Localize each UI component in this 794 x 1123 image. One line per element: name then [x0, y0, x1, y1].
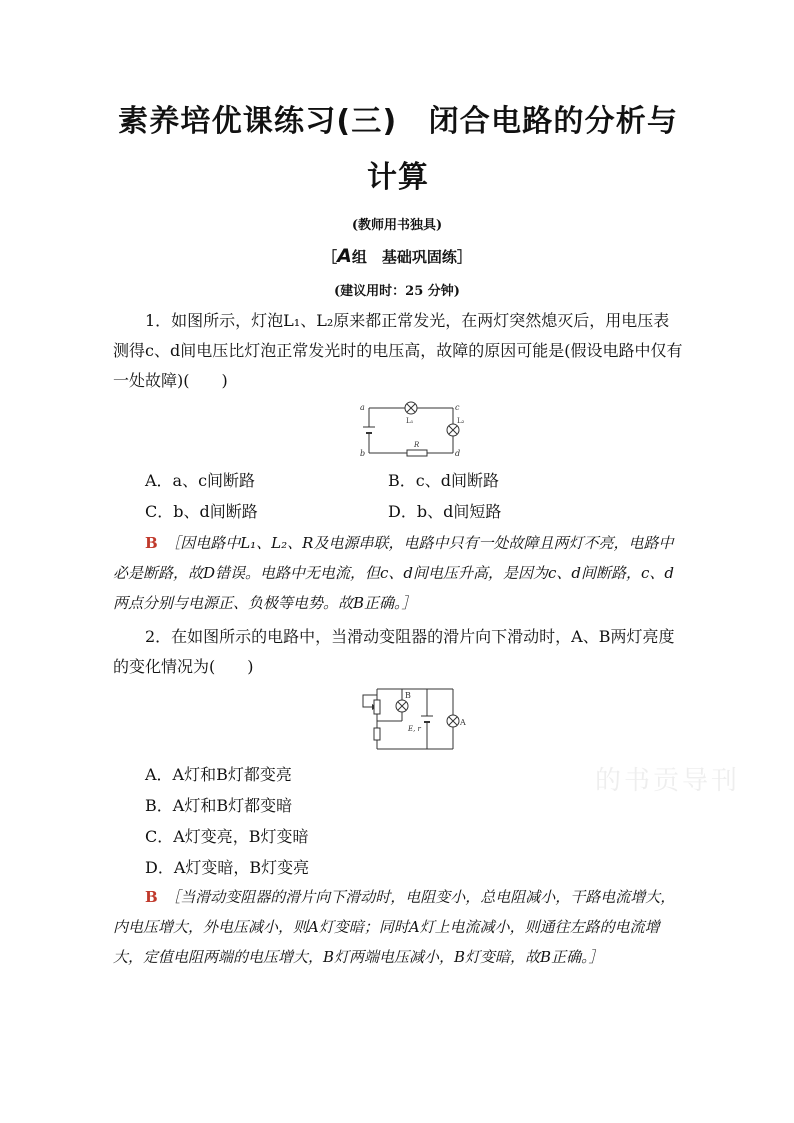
- time-note: (建议用时：25 分钟): [334, 284, 460, 299]
- q1-option-a: A．a、c间断路: [145, 471, 256, 490]
- page-title: 素养培优课练习(三) 闭合电路的分析与计算: [118, 104, 678, 195]
- q1-label-r: R: [414, 441, 420, 449]
- q1-battery: [363, 427, 375, 433]
- q2-circuit-diagram: [355, 685, 475, 753]
- q2-answer: [113, 882, 685, 972]
- q1-circuit-diagram: [355, 400, 475, 462]
- q2-answer-letter: B: [145, 888, 158, 906]
- q2-fixed-resistor: [374, 728, 380, 740]
- q1-label-l2: L₂: [457, 417, 465, 425]
- q1-lamp-l1: [405, 402, 417, 414]
- q1-stem: 1．如图所示，灯泡L₁、L₂原来都正常发光，在两灯突然熄灭后，用电压表测得c、d间电压比灯泡正常发光时的电压高，故障的原因可能是(假设电路中仅有一处故障)( ): [113, 311, 683, 390]
- q1-resistor: [407, 450, 427, 456]
- q1-label-b: b: [360, 449, 366, 458]
- group-bracket-close: ］: [456, 248, 472, 266]
- q1-label-l1: L₁: [406, 417, 414, 425]
- q2-label-er: E, r: [408, 725, 421, 733]
- q2-label-b: B: [405, 691, 411, 700]
- q1-label-d: d: [455, 449, 461, 458]
- q2-battery: [421, 716, 433, 722]
- watermark: 的书贡导刊: [595, 766, 741, 796]
- q2-lamp-b: [396, 700, 408, 712]
- q2-option-b: B．A灯和B灯都变暗: [145, 796, 293, 815]
- q2-option-d: D．A灯变暗，B灯变亮: [145, 858, 310, 877]
- q2-rheostat: [374, 700, 380, 714]
- q1-answer-letter: B: [145, 534, 158, 552]
- q2-label-a: A: [460, 718, 466, 727]
- q1-explanation: ［因电路中L₁、L₂、R及电源串联，电路中只有一处故障且两灯不亮，电路中必是断路，故D错误。电路中无电流，但c、d间电压升高，是因为c、d间断路，c、d两点分别与电源正、负极等电势。故B正确。］: [113, 534, 675, 612]
- group-name: 组 基础巩固练: [351, 248, 457, 266]
- q1-option-b: B．c、d间断路: [388, 471, 499, 490]
- q2-explanation: ［当滑动变阻器的滑片向下滑动时，电阻变小，总电阻减小，干路电流增大，内电压增大，外电压减小，则A灯变暗；同时A灯上电流减小，则通往左路的电流增大，定值电阻两端的电压增大，B灯两端电压减小，B灯变暗，故B正确。］: [113, 888, 676, 966]
- group-letter: A: [337, 245, 352, 267]
- q2-option-c: C．A灯变亮，B灯变暗: [145, 827, 309, 846]
- q1-label-c: c: [455, 403, 460, 412]
- q1-lamp-l2: [447, 424, 459, 436]
- q1-option-d: D．b、d间短路: [388, 502, 502, 521]
- q2-stem: 2．在如图所示的电路中，当滑动变阻器的滑片向下滑动时，A、B两灯亮度的变化情况为( ): [113, 627, 675, 676]
- q2-lamp-a: [447, 715, 459, 727]
- group-bracket-open: ［: [322, 248, 338, 266]
- q1-label-a: a: [360, 403, 365, 412]
- group-label: [0, 245, 794, 267]
- q2-option-a: A．A灯和B灯都变亮: [145, 765, 292, 784]
- q1-option-c: C．b、d间断路: [145, 502, 258, 521]
- q1-answer: [113, 528, 685, 618]
- teacher-note: (教师用书独具): [351, 218, 443, 233]
